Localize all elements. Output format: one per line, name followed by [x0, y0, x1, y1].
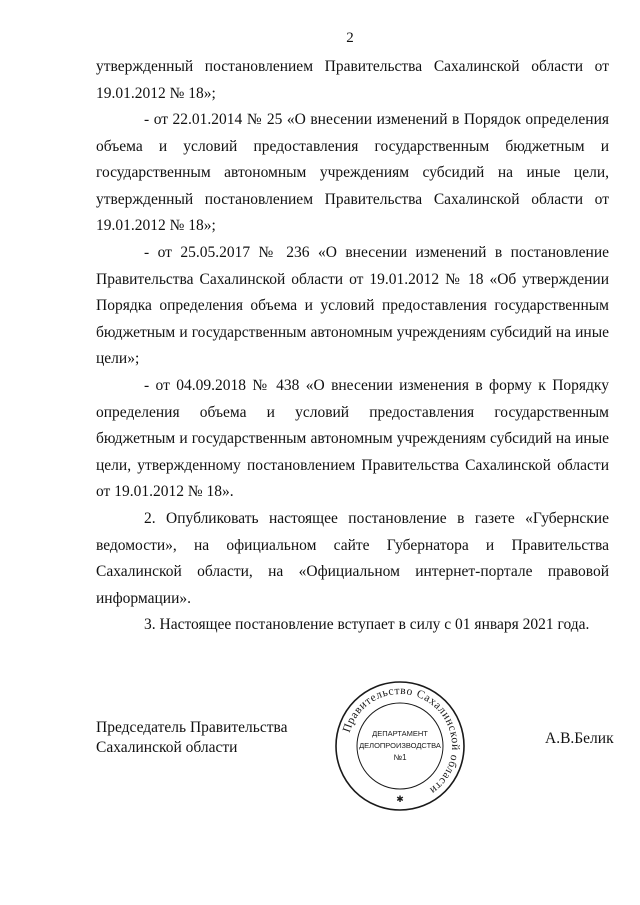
page-number: 2 [346, 30, 354, 46]
official-stamp [332, 678, 468, 814]
signatory-title-line-1: Председатель Правительства [96, 719, 288, 736]
paragraph-4: - от 04.09.2018 № 438 «О внесении изменения в форму к Порядку определения объема и условий предоставления государственным бюджетным и государственным автономным учреждениям субсидий на иные цели, утвержденному постановлением Правительства Сахалинской области от 19.01.2012 № 18». [96, 377, 609, 500]
stamp-ring-textpath: Правительство Сахалинской области [340, 684, 462, 797]
paragraph-3: - от 25.05.2017 № 236 «О внесении изменений в постановление Правительства Сахалинской области от 19.01.2012 № 18 «Об утверждении Порядка определения объема и условий предоставления государственным бюджетным и государственным автономным учреждениям субсидий на иные цели»; [96, 244, 609, 367]
signatory-name: А.В.Белик [545, 730, 614, 747]
paragraph-2: - от 22.01.2014 № 25 «О внесении изменений в Порядок определения объема и условий предоставления государственным бюджетным и государственным автономным учреждениям субсидий на иные цели, утвержденный постановлением Правительства Сахалинской области от 19.01.2012 № 18»; [96, 111, 609, 234]
stamp-center-line-1: ДЕПАРТАМЕНТ [372, 729, 428, 738]
stamp-center-line-3: №1 [393, 753, 407, 762]
paragraph-1: утвержденный постановлением Правительства Сахалинской области от 19.01.2012 № 18»; [96, 58, 609, 102]
signatory-title [96, 718, 288, 758]
signatory-title-line-2: Сахалинской области [96, 739, 238, 756]
stamp-center-line-2: ДЕЛОПРОИЗВОДСТВА [359, 741, 441, 750]
stamp-star-icon: ✱ [396, 794, 404, 804]
paragraph-6: 3. Настоящее постановление вступает в силу с 01 января 2021 года. [144, 616, 590, 633]
paragraph-5: 2. Опубликовать настоящее постановление в газете «Губернские ведомости», на официальном сайте Губернатора и Правительства Сахалинской области, на «Официальном интернет-портале правовой информации». [96, 510, 609, 607]
